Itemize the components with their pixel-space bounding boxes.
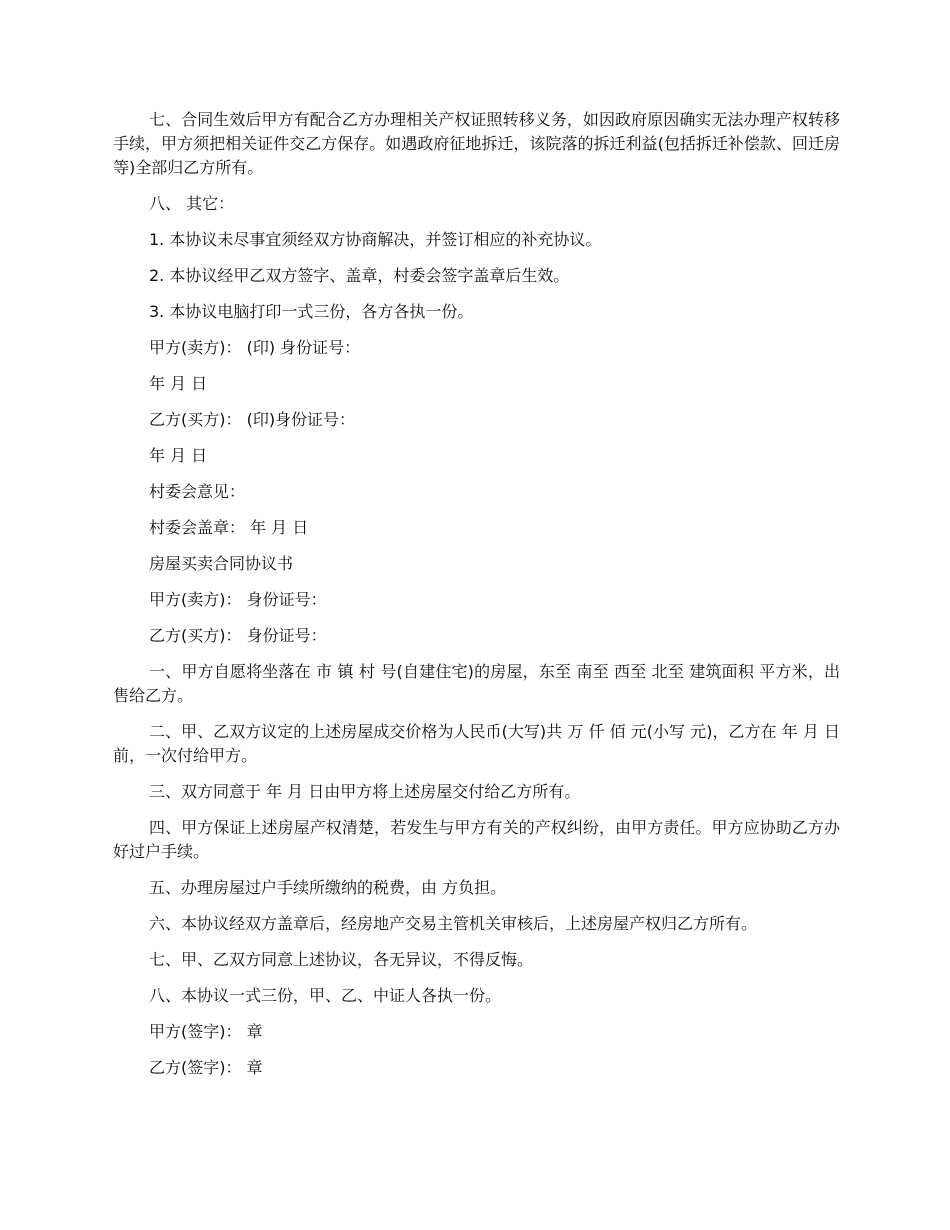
- party-b-signature-line: 乙方(签字)： 章: [149, 1058, 263, 1077]
- article-3-delivery: 三、双方同意于 年 月 日由甲方将上述房屋交付给乙方所有。: [149, 782, 581, 801]
- party-a-date-line: 年 月 日: [149, 374, 208, 393]
- article-1-property: 一、甲方自愿将坐落在 市 镇 村 号(自建住宅)的房屋，东至 南至 西至 北至 建筑面积 平方米，出售给乙方。: [113, 662, 840, 705]
- document-body: [113, 108, 840, 1092]
- clause-8-item-2: 2. 本协议经甲乙双方签字、盖章，村委会签字盖章后生效。: [149, 266, 570, 285]
- article-7-agreement: 七、甲、乙双方同意上述协议，各无异议，不得反悔。: [149, 950, 534, 969]
- clause-7-transfer: 七、合同生效后甲方有配合乙方办理相关产权证照转移义务，如因政府原因确实无法办理产权转移手续，甲方须把相关证件交乙方保存。如遇政府征地拆迁，该院落的拆迁利益(包括拆迁补偿款、回迁房等)全部归乙方所有。: [113, 110, 840, 177]
- article-8-copies: 八、本协议一式三份，甲、乙、中证人各执一份。: [149, 986, 502, 1005]
- party-a-signature-line: 甲方(签字)： 章: [149, 1022, 263, 1041]
- second-contract-title: 房屋买卖合同协议书: [149, 554, 294, 573]
- article-5-taxes: 五、办理房屋过户手续所缴纳的税费，由 方负担。: [149, 878, 507, 897]
- party-b-buyer-line: 乙方(买方)： (印)身份证号：: [149, 410, 356, 429]
- clause-8-item-3: 3. 本协议电脑打印一式三份，各方各执一份。: [149, 302, 474, 321]
- village-committee-seal: 村委会盖章： 年 月 日: [149, 518, 309, 537]
- clause-8-heading: 八、 其它：: [149, 194, 235, 213]
- village-committee-opinion: 村委会意见：: [149, 482, 246, 501]
- article-6-approval: 六、本协议经双方盖章后，经房地产交易主管机关审核后，上述房屋产权归乙方所有。: [149, 914, 758, 933]
- second-party-b-line: 乙方(买方)： 身份证号：: [149, 626, 327, 645]
- article-2-price: 二、甲、乙双方议定的上述房屋成交价格为人民币(大写)共 万 仟 佰 元(小写 元)，乙方在 年 月 日 前，一次付给甲方。: [113, 722, 840, 765]
- article-4-title-guarantee: 四、甲方保证上述房屋产权清楚，若发生与甲方有关的产权纠纷，由甲方责任。甲方应协助乙方办好过户手续。: [113, 818, 840, 861]
- second-party-a-line: 甲方(卖方)： 身份证号：: [149, 590, 327, 609]
- party-a-seller-line: 甲方(卖方)： (印) 身份证号：: [149, 338, 361, 357]
- clause-8-item-1: 1. 本协议未尽事宜须经双方协商解决，并签订相应的补充协议。: [149, 230, 602, 249]
- party-b-date-line: 年 月 日: [149, 446, 208, 465]
